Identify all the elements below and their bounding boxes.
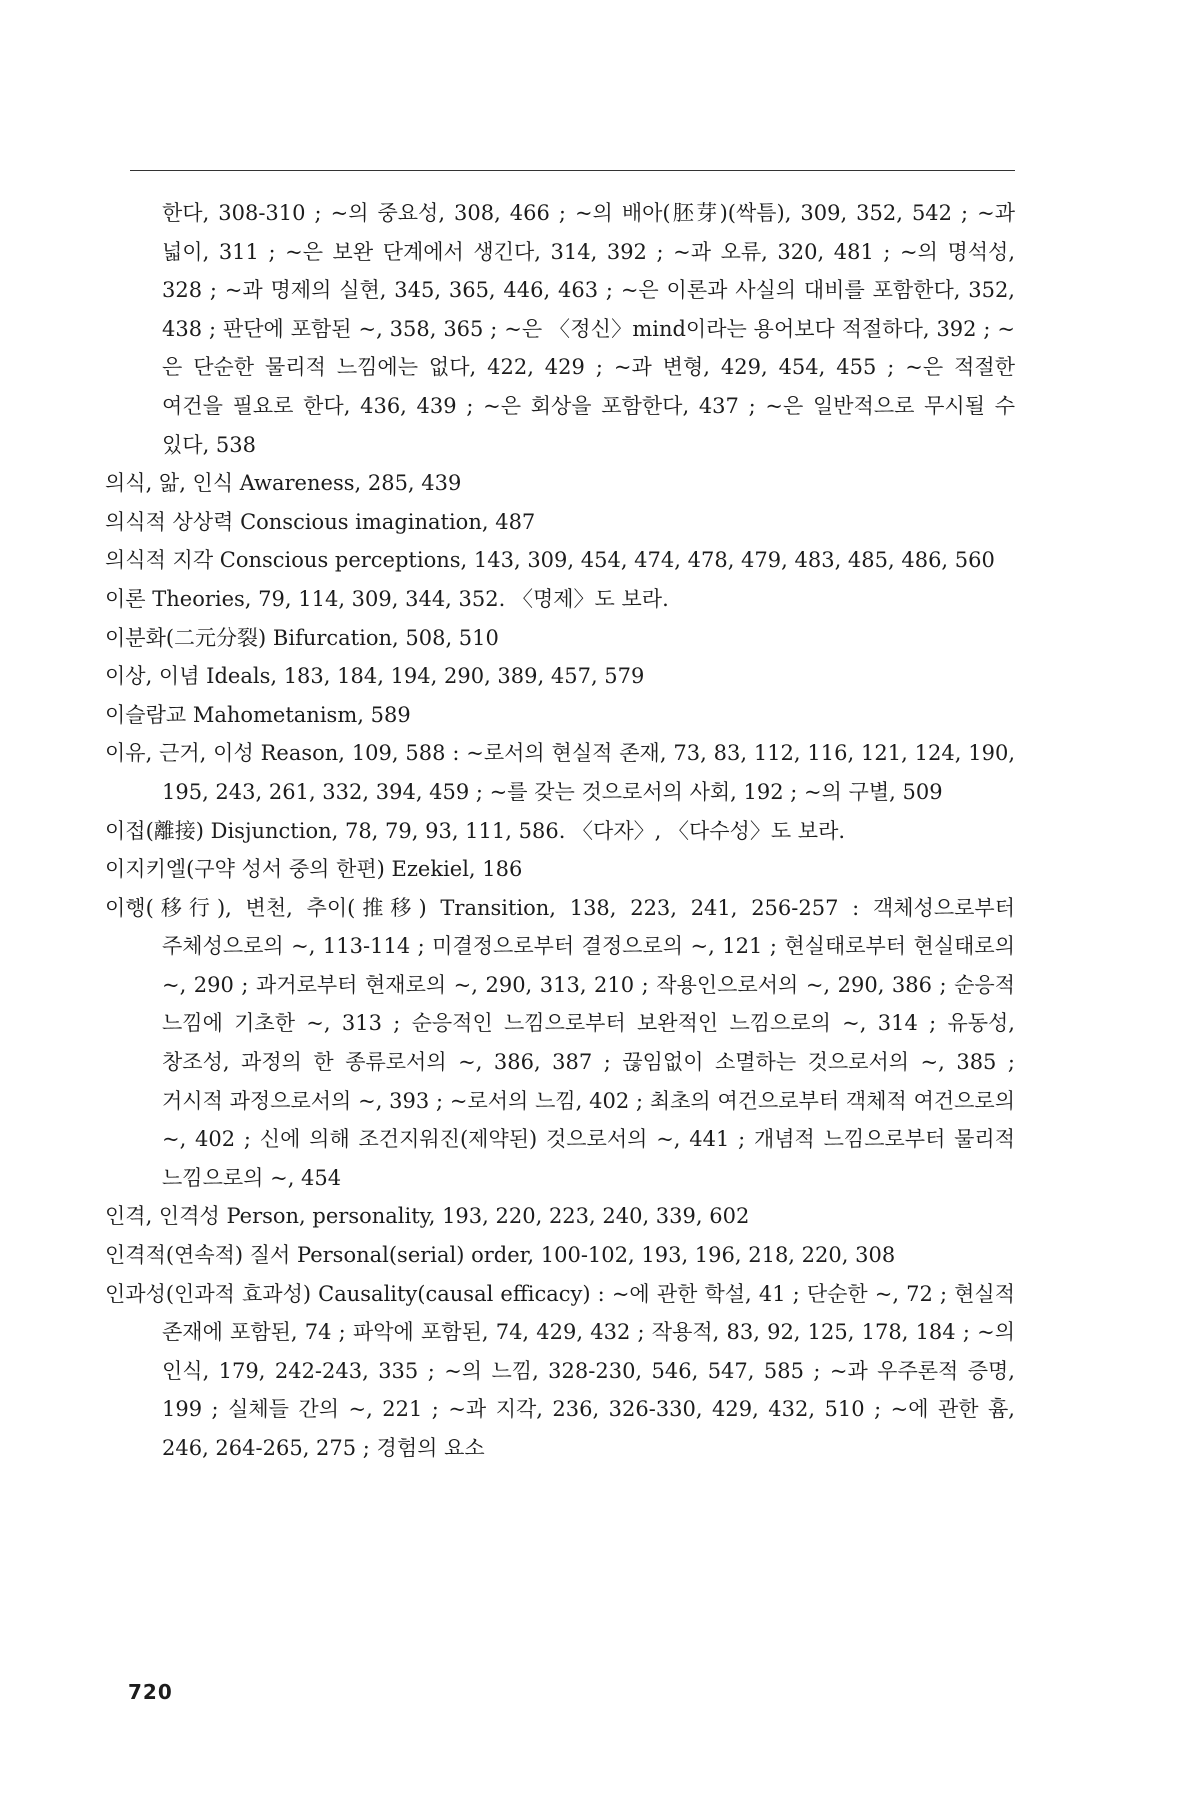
index-entry: 인격적(연속적) 질서 Personal(serial) order, 100-102, 193, 196, 218, 220, 308	[105, 1243, 896, 1268]
index-entry: 이분화(二元分裂) Bifurcation, 508, 510	[105, 625, 499, 650]
top-rule	[130, 170, 1015, 171]
index-entry: 의식, 앎, 인식 Awareness, 285, 439	[105, 471, 462, 496]
index-entry: 이행(移行), 변천, 추이(推移) Transition, 138, 223, 241, 256-257 : 객체성으로부터 주체성으로의 ~, 113-114 ; 미결정으로부터 결정으로의 ~, 121 ; 현실태로부터 현실태로의 ~, 290 ; 과거로부터 현재로의 ~, 290, 313, 210 ; 작용인으로서의 ~, 290, 386 ; 순응적 느낌에 기초한 ~, 313 ; 순응적인 느낌으로부터 보완적인 느낌으로의 ~, 314 ; 유동성, 창조성, 과정의 한 종류로서의 ~, 386, 387 ; 끊임없이 소멸하는 것으로서의 ~, 385 ; 거시적 과정으로서의 ~, 393 ; ~로서의 느낌, 402 ; 최초의 여건으로부터 객체적 여건으로의 ~, 402 ; 신에 의해 조건지워진(제약된) 것으로서의 ~, 441 ; 개념적 느낌으로부터 물리적 느낌으로의 ~, 454	[105, 895, 1015, 1190]
index-entry: 인격, 인격성 Person, personality, 193, 220, 223, 240, 339, 602	[105, 1204, 750, 1229]
index-entry: 이접(離接) Disjunction, 78, 79, 93, 111, 586. 〈다자〉, 〈다수성〉도 보라.	[105, 818, 846, 843]
index-entry: 이지키엘(구약 성서 중의 한편) Ezekiel, 186	[105, 857, 523, 882]
index-entry: 이슬람교 Mahometanism, 589	[105, 702, 411, 727]
page-number: 720	[128, 1680, 173, 1704]
index-entry: 인과성(인과적 효과성) Causality(causal efficacy) : ~에 관한 학설, 41 ; 단순한 ~, 72 ; 현실적 존재에 포함된, 74 ; 파악에 포함된, 74, 429, 432 ; 작용적, 83, 92, 125, 178, 184 ; ~의 인식, 179, 242-243, 335 ; ~의 느낌, 328-230, 546, 547, 585 ; ~과 우주론적 증명, 199 ; 실체들 간의 ~, 221 ; ~과 지각, 236, 326-330, 429, 432, 510 ; ~에 관한 흄, 246, 264-265, 275 ; 경험의 요소	[105, 1281, 1015, 1460]
index-entry: 이론 Theories, 79, 114, 309, 344, 352. 〈명제〉도 보라.	[105, 586, 669, 611]
index-entry: 의식적 지각 Conscious perceptions, 143, 309, 454, 474, 478, 479, 483, 485, 486, 560	[105, 548, 995, 573]
index-entry: 이상, 이념 Ideals, 183, 184, 194, 290, 389, 457, 579	[105, 664, 645, 689]
index-list	[105, 194, 1015, 1468]
index-entry: 의식적 상상력 Conscious imagination, 487	[105, 509, 536, 534]
index-entry: 이유, 근거, 이성 Reason, 109, 588 : ~로서의 현실적 존재, 73, 83, 112, 116, 121, 124, 190, 195, 243, 261, 332, 394, 459 ; ~를 갖는 것으로서의 사회, 192 ; ~의 구별, 509	[105, 741, 1015, 804]
index-entry-continuation: 한다, 308-310 ; ~의 중요성, 308, 466 ; ~의 배아(胚芽)(싹틈), 309, 352, 542 ; ~과 넓이, 311 ; ~은 보완 단계에서 생긴다, 314, 392 ; ~과 오류, 320, 481 ; ~의 명석성, 328 ; ~과 명제의 실현, 345, 365, 446, 463 ; ~은 이론과 사실의 대비를 포함한다, 352, 438 ; 판단에 포함된 ~, 358, 365 ; ~은 〈정신〉mind이라는 용어보다 적절하다, 392 ; ~은 단순한 물리적 느낌에는 없다, 422, 429 ; ~과 변형, 429, 454, 455 ; ~은 적절한 여건을 필요로 한다, 436, 439 ; ~은 회상을 포함한다, 437 ; ~은 일반적으로 무시될 수 있다, 538	[162, 201, 1015, 457]
